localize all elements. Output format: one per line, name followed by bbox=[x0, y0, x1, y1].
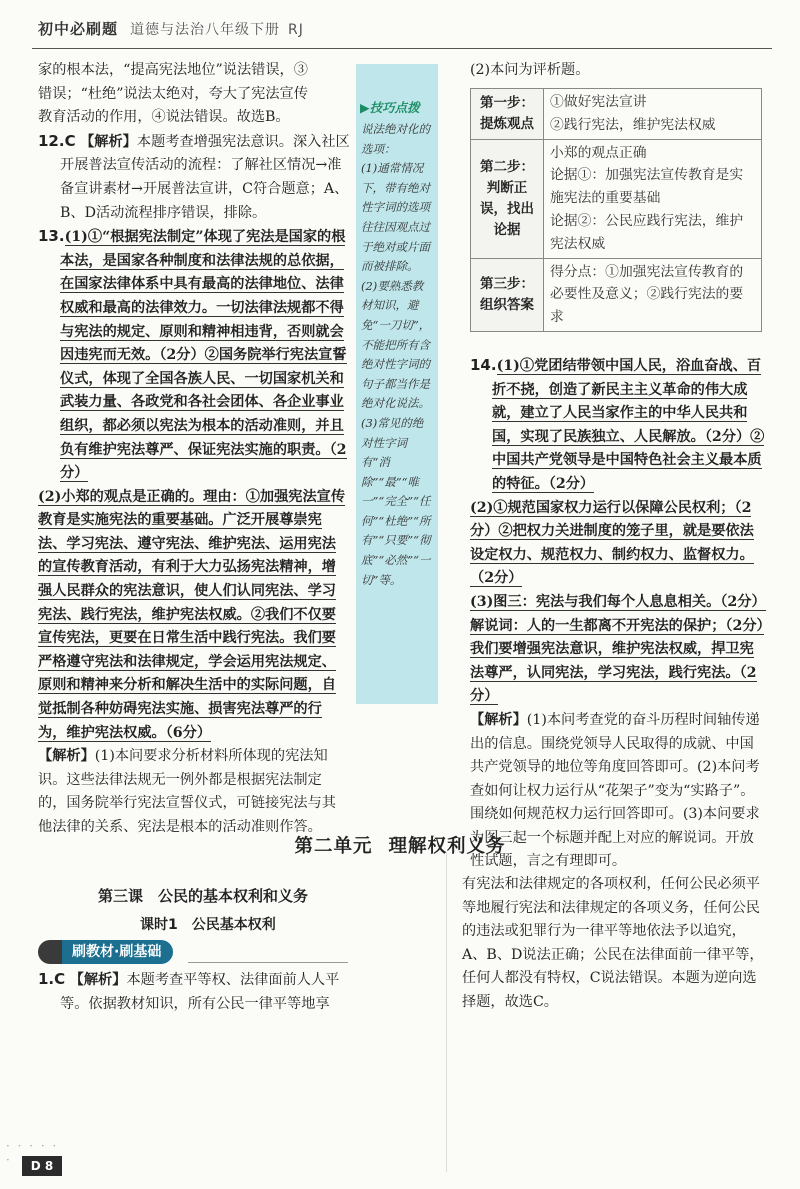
q14-analysis-tag: 【解析】 bbox=[470, 711, 527, 728]
section-badge bbox=[38, 940, 188, 964]
continued-line-2: 错误；“杜绝”说法太绝对，夸大了宪法宣传 bbox=[38, 85, 308, 102]
q14-number: 14. bbox=[470, 356, 497, 374]
q1-number: 1. bbox=[38, 970, 55, 988]
tip-body bbox=[356, 116, 438, 590]
step-1-line-1: ①做好宪法宣讲 bbox=[550, 94, 647, 110]
question-14-part-2 bbox=[470, 497, 766, 591]
tip-sidebar bbox=[356, 64, 438, 704]
bottom-right-column bbox=[462, 873, 764, 1015]
left-column bbox=[38, 59, 350, 840]
table-row bbox=[471, 89, 762, 140]
question-13-analysis bbox=[38, 745, 350, 839]
unit-title bbox=[0, 832, 800, 858]
book-title: 初中必刷题 bbox=[38, 20, 119, 38]
continued-line-1: 家的根本法，“提高宪法地位”说法错误，③ bbox=[38, 62, 308, 78]
edition-label: RJ bbox=[288, 22, 304, 38]
unit-name: 理解权利义务 bbox=[388, 836, 506, 857]
page-number: D 8 bbox=[22, 1156, 62, 1176]
badge-label: 刷教材·刷基础 bbox=[62, 940, 173, 964]
question-14-part-3 bbox=[470, 591, 766, 709]
right-column-q14 bbox=[470, 354, 766, 874]
q14-answer-1: (1)①党团结带领中国人民，浴血奋战、百折不挠，创造了新民主主义革命的伟大成就，建立了人民当家作主的中华人民共和国，实现了民族独立、人民解放。（2分）②中国共产党领导是中国特色社会主义最本质的特征。（2分） bbox=[492, 358, 765, 492]
q13-analysis-text: (1)本问要求分析材料所体现的宪法知识。这些法律法规无一例外都是根据宪法制定的，国务院举行宪法宣誓仪式，可链接宪法与其他法律的关系、宪法是根本的活动准则作答。 bbox=[38, 748, 336, 835]
step-1-line-2: ②践行宪法，维护宪法权威 bbox=[550, 116, 716, 133]
tip-item-1: (1)通常情况下，带有绝对性字词的选项往往因观点过于绝对或片面而被排除。 bbox=[361, 161, 430, 274]
q1-text: 本题考查平等权、法律面前人人平等。依据教材知识，所有公民一律平等地享 bbox=[60, 972, 340, 1012]
question-12 bbox=[38, 130, 350, 225]
right-column bbox=[470, 59, 766, 83]
divider bbox=[188, 962, 348, 963]
step-2-head: 第二步：判断正误，找出论据 bbox=[471, 139, 544, 258]
steps-table bbox=[470, 88, 762, 332]
step-2-line-3: 论据②：公民应践行宪法，维护宪法权威 bbox=[550, 212, 744, 252]
question-13-part-2 bbox=[38, 486, 350, 746]
column-divider bbox=[446, 852, 447, 1172]
q12-number: 12. bbox=[38, 131, 65, 150]
q1-answer: C bbox=[54, 970, 66, 988]
tip-item-2: (2)要熟悉教材知识，避免“一刀切”，不能把所有含绝对性字词的句子都当作是绝对化说法。 bbox=[361, 278, 431, 411]
bottom-left-column bbox=[38, 968, 350, 1016]
question-14-part-1 bbox=[470, 354, 766, 497]
step-2-line-2: 论据①：加强宪法宣传教育是实施宪法的重要基础 bbox=[550, 167, 744, 207]
step-3-head: 第三步：组织答案 bbox=[471, 258, 544, 331]
q12-text: 本题考查增强宪法意识。深入社区开展普法宣传活动的流程：了解社区情况→准备宣讲素材→开展普法宣讲，C符合题意；A、B、D活动流程排序错误，排除。 bbox=[60, 133, 350, 221]
question-13-part-1 bbox=[38, 225, 350, 486]
q14-answer-2: (2)①规范国家权力运行以保障公民权利；（2分）②把权力关进制度的笼子里，就是要依法设定权力、规范权力、制约权力、监督权力。（2分） bbox=[470, 499, 754, 587]
step-2-line-1: 小郑的观点正确 bbox=[550, 144, 647, 161]
lesson-period-title: 课时1 公民基本权利 bbox=[140, 917, 276, 933]
step-1-head: 第一步：提炼观点 bbox=[471, 89, 544, 140]
q14-analysis-text: (1)本问考查党的奋斗历程时间轴传递出的信息。围绕党领导人民取得的成就、中国共产党领导的地位等角度回答即可。(2)本问考查如何让权力运行从“花架子”变为“实路子”。围绕如何规范权力运行回答即可。(3)本问要求为图三起一个标题并配上对应的解说词。开放性试题，言之有理即可。 bbox=[470, 711, 760, 870]
step-2-content bbox=[544, 139, 762, 258]
q14-answer-3: (3)图三：宪法与我们每个人息息相关。（2分）解说词：人的一生都离不开宪法的保护；（2分）我们要增强宪法意识，维护宪法权威，捍卫宪法尊严，认同宪法，学习宪法，践行宪法。（2分） bbox=[470, 593, 766, 705]
decorative-dots: · · · · · · bbox=[6, 1139, 59, 1167]
subject-label: 道德与法治八年级下册 bbox=[130, 22, 280, 38]
book-subject bbox=[130, 19, 304, 39]
step-1-content bbox=[544, 89, 762, 140]
table-row bbox=[471, 258, 762, 331]
tip-intro: 说法绝对化的选项： bbox=[361, 122, 430, 156]
q13-answer-1: (1)①“根据宪法制定”体现了宪法是国家的根本法，是国家各种制度和法律法规的总依据，在国家法律体系中具有最高的法律地位、法律权威和最高的法律效力。一切法律法规都不得与宪法的规定、原则和精神相违背，否则就会因违宪而无效。（2分）②国务院举行宪法宣誓仪式，体现了全国各族人民、一切国家机关和武装力量、各政党和各社会团体、各企业事业组织，都必须以宪法为根本的活动准则，并且负有维护宪法尊严、保证宪法实施的职责。（2分） bbox=[60, 229, 347, 482]
q13-number: 13. bbox=[38, 227, 65, 246]
q12-analysis-tag: 【解析】 bbox=[80, 133, 137, 150]
page-header bbox=[32, 14, 772, 49]
q13-answer-2: (2)小郑的观点是正确的。理由：①加强宪法宣传教育是实施宪法的重要基础。广泛开展尊崇宪法、学习宪法、遵守宪法、维护宪法、运用宪法的宣传教育活动，有利于大力弘扬宪法精神，增强人民群众的宪法意识，使人们认同宪法、学习宪法、践行宪法，维护宪法权威。②我们不仅要宣传宪法，更要在日常生活中践行宪法。我们要严格遵守宪法和法律规定，学会运用宪法规定、原则和精神来分析和解决生活中的实际问题，自觉抵制各种妨碍宪法实施、损害宪法尊严的行为，维护宪法权威。（6分） bbox=[38, 488, 346, 741]
right-intro: (2)本问为评析题。 bbox=[470, 62, 590, 78]
lesson-title: 第三课 公民的基本权利和义务 bbox=[98, 887, 309, 905]
q13-analysis-tag: 【解析】 bbox=[38, 748, 95, 765]
q12-answer: C bbox=[64, 131, 76, 150]
unit-number: 第二单元 bbox=[294, 836, 373, 857]
q1-continued-text: 有宪法和法律规定的各项权利，任何公民必须平等地履行宪法和法律规定的各项义务，任何公民的违法或犯罪行为一律平等地依法予以追究，A、B、D说法正确；公民在法律面前一律平等，任何人都没有特权，C说法错误。本题为逆向选择题，故选C。 bbox=[462, 876, 764, 1010]
continued-line-3: 教育活动的作用，④说法错误。故选B。 bbox=[38, 109, 290, 126]
q1-analysis-tag: 【解析】 bbox=[69, 972, 127, 988]
question-1 bbox=[38, 968, 350, 1016]
table-row bbox=[471, 139, 762, 258]
tip-item-3: (3)常见的绝对性字词有“消除”“最”“唯一”“完全”“任何”“杜绝”“所有”“只要”“彻底”“必然”“一切”等。 bbox=[361, 415, 431, 587]
tip-title: ▶技巧点拨 bbox=[360, 100, 420, 115]
step-3-content bbox=[544, 258, 762, 331]
step-3-line-1: 得分点：①加强宪法宣传教育的必要性及意义；②践行宪法的要求 bbox=[550, 263, 744, 326]
